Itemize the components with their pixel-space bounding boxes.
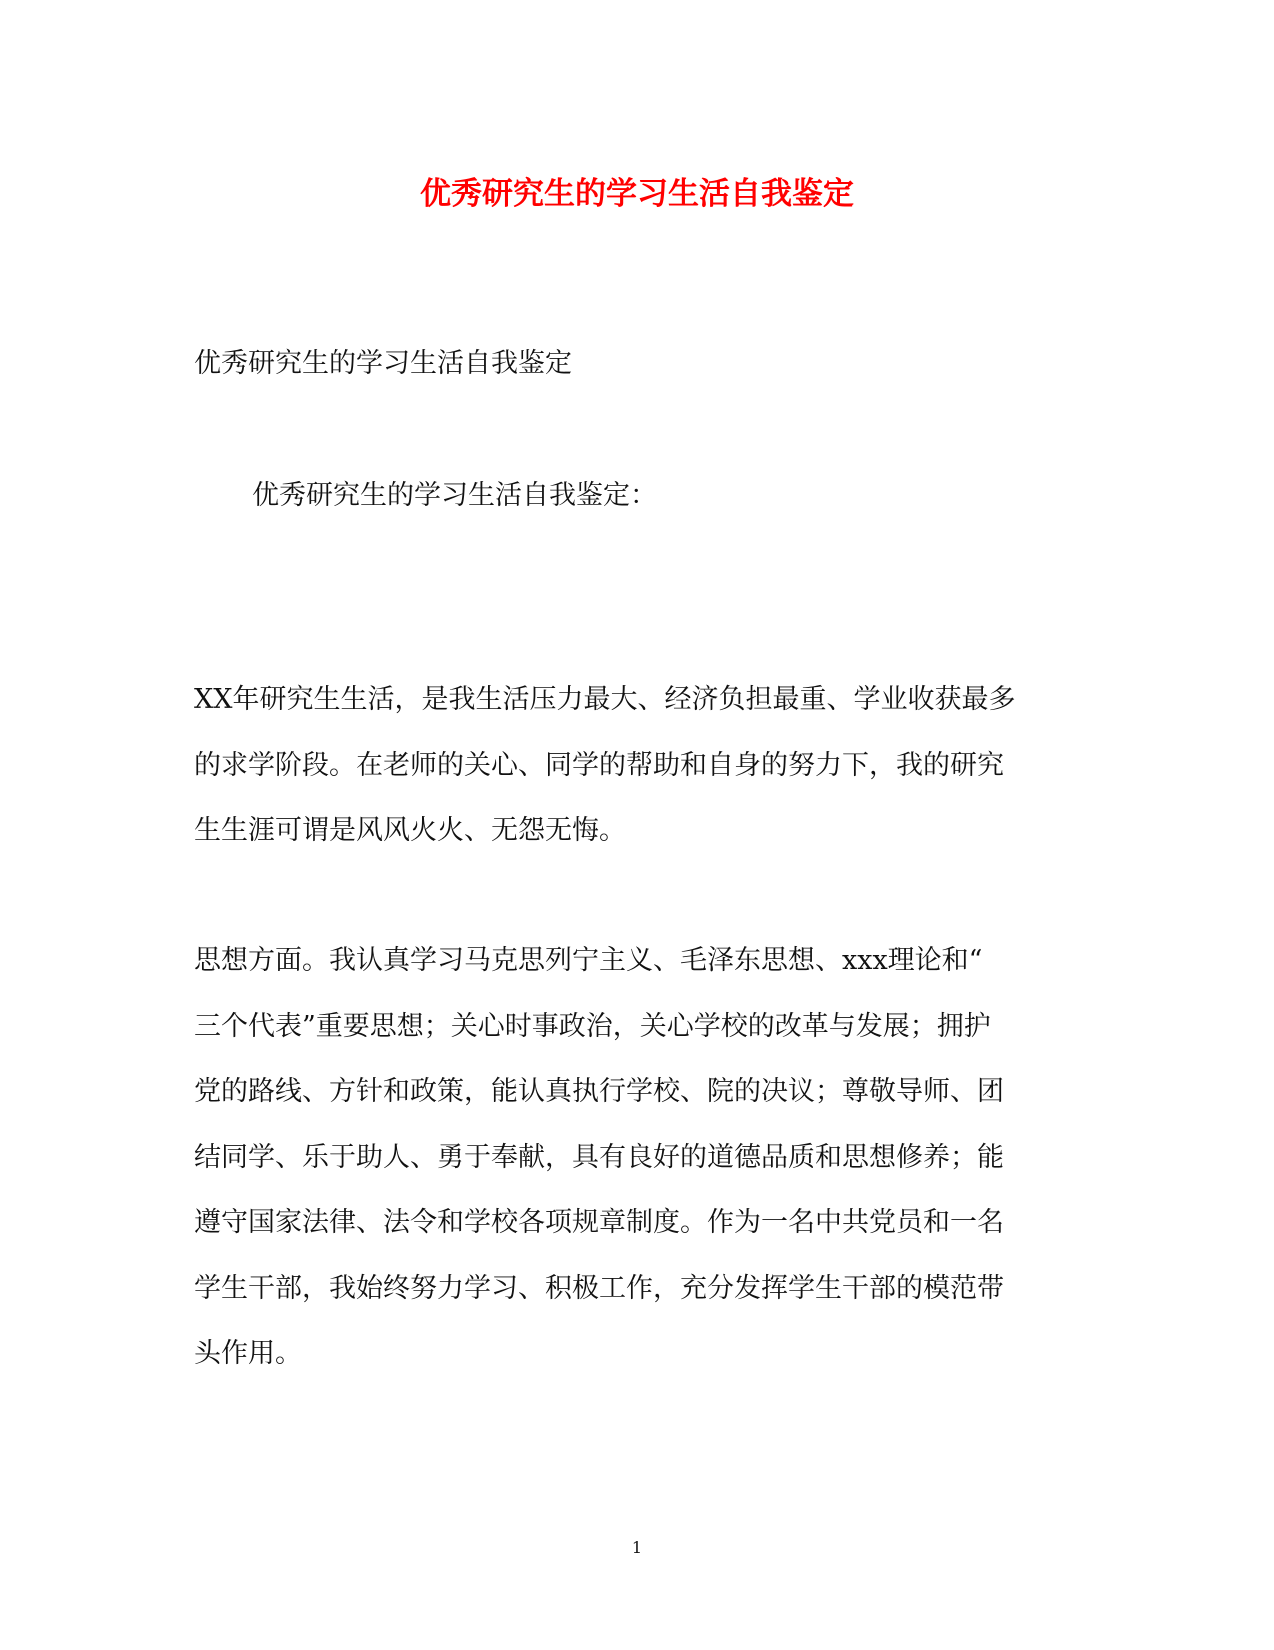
paragraph-line: 党的路线、方针和政策，能认真执行学校、院的决议；尊敬导师、团	[194, 1076, 1004, 1107]
paragraph-line: 结同学、乐于助人、勇于奉献，具有良好的道德品质和思想修养；能	[194, 1141, 1004, 1173]
paragraph-line: 的求学阶段。在老师的关心、同学的帮助和自身的努力下，我的研究	[194, 749, 1004, 781]
paragraph-line: 遵守国家法律、法令和学校各项规章制度。作为一名中共党员和一名	[194, 1207, 1004, 1238]
paragraph-line: 学生干部，我始终努力学习、积极工作，充分发挥学生干部的模范带	[194, 1272, 1004, 1304]
paragraph-line: 生生涯可谓是风风火火、无怨无悔。	[194, 815, 626, 846]
document-subtitle: 优秀研究生的学习生活自我鉴定	[194, 348, 572, 379]
page-number: 1	[631, 1538, 643, 1557]
paragraph-line: XX年研究生生活，是我生活压力最大、经济负担最重、学业收获最多	[194, 684, 1016, 715]
paragraph-line: 思想方面。我认真学习马克思列宁主义、毛泽东思想、xxx理论和“	[194, 945, 983, 976]
paragraph-ideology	[194, 928, 1074, 1387]
document-title: 优秀研究生的学习生活自我鉴定	[420, 176, 854, 212]
paragraph-line: 三个代表”重要思想；关心时事政治，关心学校的改革与发展；拥护	[194, 1010, 991, 1042]
intro-line: 优秀研究生的学习生活自我鉴定：	[252, 480, 657, 511]
paragraph-line: 头作用。	[194, 1338, 302, 1369]
paragraph-study-life	[194, 667, 1074, 864]
